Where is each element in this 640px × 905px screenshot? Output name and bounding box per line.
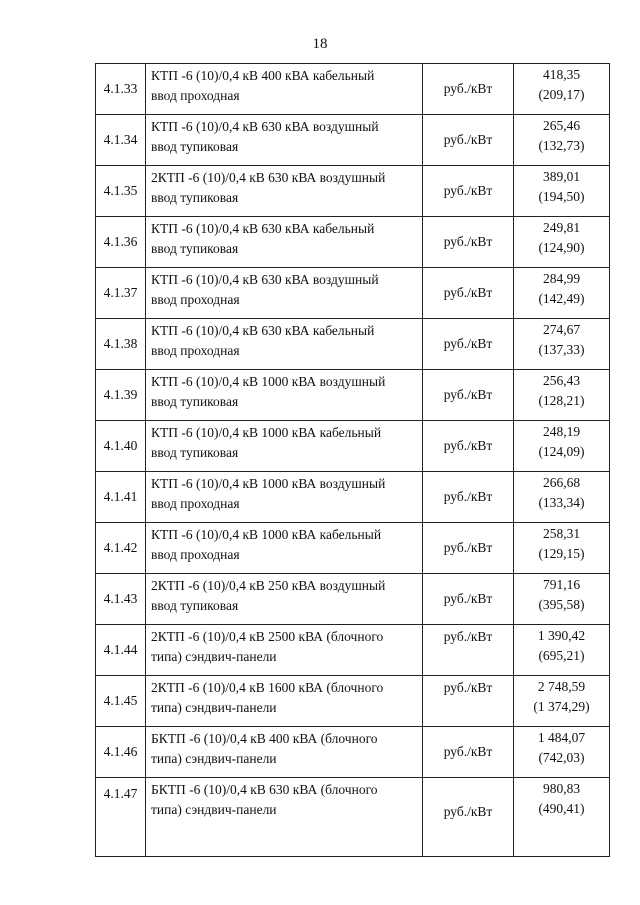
row-value-main: 249,81 <box>542 220 581 235</box>
row-name-line-2: ввод проходная <box>151 547 240 562</box>
row-value-paren: (124,90) <box>538 240 585 255</box>
row-name-line-2: ввод тупиковая <box>151 445 239 460</box>
row-unit: руб./кВт <box>423 268 514 319</box>
row-unit: руб./кВт <box>423 115 514 166</box>
row-value-paren: (132,73) <box>538 138 585 153</box>
row-code: 4.1.36 <box>96 217 146 268</box>
row-code: 4.1.43 <box>96 574 146 625</box>
row-name <box>146 574 423 625</box>
row-value-paren: (1 374,29) <box>533 699 590 714</box>
row-value <box>514 370 610 421</box>
row-value <box>514 676 610 727</box>
row-name <box>146 115 423 166</box>
row-value <box>514 421 610 472</box>
row-unit: руб./кВт <box>423 472 514 523</box>
row-value-main: 274,67 <box>542 322 581 337</box>
row-unit: руб./кВт <box>423 166 514 217</box>
row-name-line-2: типа) сэндвич-панели <box>151 802 277 817</box>
row-value <box>514 574 610 625</box>
table-row <box>96 523 610 574</box>
row-value-paren: (137,33) <box>538 342 585 357</box>
row-value-paren: (395,58) <box>538 597 585 612</box>
row-unit: руб./кВт <box>423 523 514 574</box>
row-value-main: 418,35 <box>542 67 581 82</box>
row-value <box>514 319 610 370</box>
row-name <box>146 370 423 421</box>
table-row <box>96 778 610 857</box>
row-name-line-2: ввод тупиковая <box>151 394 239 409</box>
row-value <box>514 523 610 574</box>
row-name-line-1: 2КТП -6 (10)/0,4 кВ 2500 кВА (блочного <box>151 629 384 644</box>
row-name-line-1: БКТП -6 (10)/0,4 кВ 630 кВА (блочного <box>151 782 378 797</box>
row-code: 4.1.46 <box>96 727 146 778</box>
row-value-main: 256,43 <box>542 373 581 388</box>
row-name-line-1: 2КТП -6 (10)/0,4 кВ 1600 кВА (блочного <box>151 680 384 695</box>
row-name <box>146 319 423 370</box>
row-value-paren: (128,21) <box>538 393 585 408</box>
row-value <box>514 268 610 319</box>
table-row <box>96 268 610 319</box>
row-value-main: 389,01 <box>542 169 581 184</box>
row-name <box>146 676 423 727</box>
row-code: 4.1.33 <box>96 64 146 115</box>
row-code: 4.1.41 <box>96 472 146 523</box>
table-row <box>96 472 610 523</box>
row-name-line-1: КТП -6 (10)/0,4 кВ 400 кВА кабельный <box>151 68 375 83</box>
row-value-main: 1 390,42 <box>537 628 586 643</box>
row-value-main: 265,46 <box>542 118 581 133</box>
row-name-line-1: БКТП -6 (10)/0,4 кВ 400 кВА (блочного <box>151 731 378 746</box>
row-name-line-1: КТП -6 (10)/0,4 кВ 630 кВА кабельный <box>151 323 375 338</box>
row-value-paren: (742,03) <box>538 750 585 765</box>
row-name-line-1: КТП -6 (10)/0,4 кВ 1000 кВА воздушный <box>151 374 386 389</box>
table-row <box>96 115 610 166</box>
row-code: 4.1.39 <box>96 370 146 421</box>
row-name <box>146 421 423 472</box>
row-value <box>514 778 610 857</box>
row-name-line-2: ввод тупиковая <box>151 139 239 154</box>
row-value <box>514 115 610 166</box>
row-code: 4.1.47 <box>96 778 146 857</box>
row-name-line-2: ввод проходная <box>151 88 240 103</box>
row-name-line-1: КТП -6 (10)/0,4 кВ 630 кВА кабельный <box>151 221 375 236</box>
row-value-paren: (194,50) <box>538 189 585 204</box>
row-value-paren: (209,17) <box>538 87 585 102</box>
rates-table <box>95 63 610 857</box>
page-number: 18 <box>312 36 328 52</box>
row-value <box>514 472 610 523</box>
table-row <box>96 727 610 778</box>
row-unit: руб./кВт <box>423 421 514 472</box>
row-value-main: 1 484,07 <box>537 730 586 745</box>
row-name-line-2: типа) сэндвич-панели <box>151 700 277 715</box>
row-name <box>146 625 423 676</box>
table-row <box>96 574 610 625</box>
table-row <box>96 676 610 727</box>
row-unit: руб./кВт <box>423 676 514 727</box>
table-row <box>96 319 610 370</box>
row-unit: руб./кВт <box>423 319 514 370</box>
row-value <box>514 727 610 778</box>
row-unit: руб./кВт <box>423 64 514 115</box>
row-name-line-1: КТП -6 (10)/0,4 кВ 1000 кВА воздушный <box>151 476 386 491</box>
rates-table-body <box>96 64 610 857</box>
row-name <box>146 472 423 523</box>
row-name-line-1: КТП -6 (10)/0,4 кВ 630 кВА воздушный <box>151 119 379 134</box>
row-value-paren: (133,34) <box>538 495 585 510</box>
row-name-line-1: КТП -6 (10)/0,4 кВ 630 кВА воздушный <box>151 272 379 287</box>
row-code: 4.1.34 <box>96 115 146 166</box>
row-value-main: 248,19 <box>542 424 581 439</box>
row-name-line-2: ввод проходная <box>151 292 240 307</box>
row-value-main: 980,83 <box>542 781 581 796</box>
row-value <box>514 625 610 676</box>
row-value-main: 284,99 <box>542 271 581 286</box>
row-code: 4.1.37 <box>96 268 146 319</box>
row-value <box>514 64 610 115</box>
table-row <box>96 166 610 217</box>
row-name <box>146 778 423 857</box>
row-name-line-2: ввод тупиковая <box>151 598 239 613</box>
row-name <box>146 523 423 574</box>
row-code: 4.1.35 <box>96 166 146 217</box>
row-value <box>514 166 610 217</box>
row-value-paren: (490,41) <box>538 801 585 816</box>
row-name <box>146 727 423 778</box>
row-value-paren: (142,49) <box>538 291 585 306</box>
row-name-line-2: ввод проходная <box>151 496 240 511</box>
row-name-line-2: типа) сэндвич-панели <box>151 751 277 766</box>
table-row <box>96 217 610 268</box>
table-row <box>96 625 610 676</box>
row-value-main: 791,16 <box>542 577 581 592</box>
row-name-line-2: ввод проходная <box>151 343 240 358</box>
row-code: 4.1.40 <box>96 421 146 472</box>
row-name-line-2: типа) сэндвич-панели <box>151 649 277 664</box>
table-row <box>96 421 610 472</box>
row-unit: руб./кВт <box>423 370 514 421</box>
row-name-line-1: КТП -6 (10)/0,4 кВ 1000 кВА кабельный <box>151 425 382 440</box>
row-value-paren: (695,21) <box>538 648 585 663</box>
row-value-paren: (129,15) <box>538 546 585 561</box>
table-row <box>96 64 610 115</box>
row-unit: руб./кВт <box>423 574 514 625</box>
row-value-main: 2 748,59 <box>537 679 586 694</box>
row-name <box>146 166 423 217</box>
row-value-main: 266,68 <box>542 475 581 490</box>
row-unit: руб./кВт <box>423 727 514 778</box>
row-name <box>146 217 423 268</box>
row-value <box>514 217 610 268</box>
row-name-line-1: 2КТП -6 (10)/0,4 кВ 630 кВА воздушный <box>151 170 386 185</box>
row-name-line-1: 2КТП -6 (10)/0,4 кВ 250 кВА воздушный <box>151 578 386 593</box>
row-code: 4.1.42 <box>96 523 146 574</box>
row-name-line-2: ввод тупиковая <box>151 190 239 205</box>
row-name <box>146 268 423 319</box>
row-value-main: 258,31 <box>542 526 581 541</box>
row-code: 4.1.44 <box>96 625 146 676</box>
table-row <box>96 370 610 421</box>
row-name-line-1: КТП -6 (10)/0,4 кВ 1000 кВА кабельный <box>151 527 382 542</box>
row-unit: руб./кВт <box>423 778 514 857</box>
row-code: 4.1.38 <box>96 319 146 370</box>
row-unit: руб./кВт <box>423 625 514 676</box>
row-code: 4.1.45 <box>96 676 146 727</box>
row-name-line-2: ввод тупиковая <box>151 241 239 256</box>
row-unit: руб./кВт <box>423 217 514 268</box>
row-name <box>146 64 423 115</box>
row-value-paren: (124,09) <box>538 444 585 459</box>
